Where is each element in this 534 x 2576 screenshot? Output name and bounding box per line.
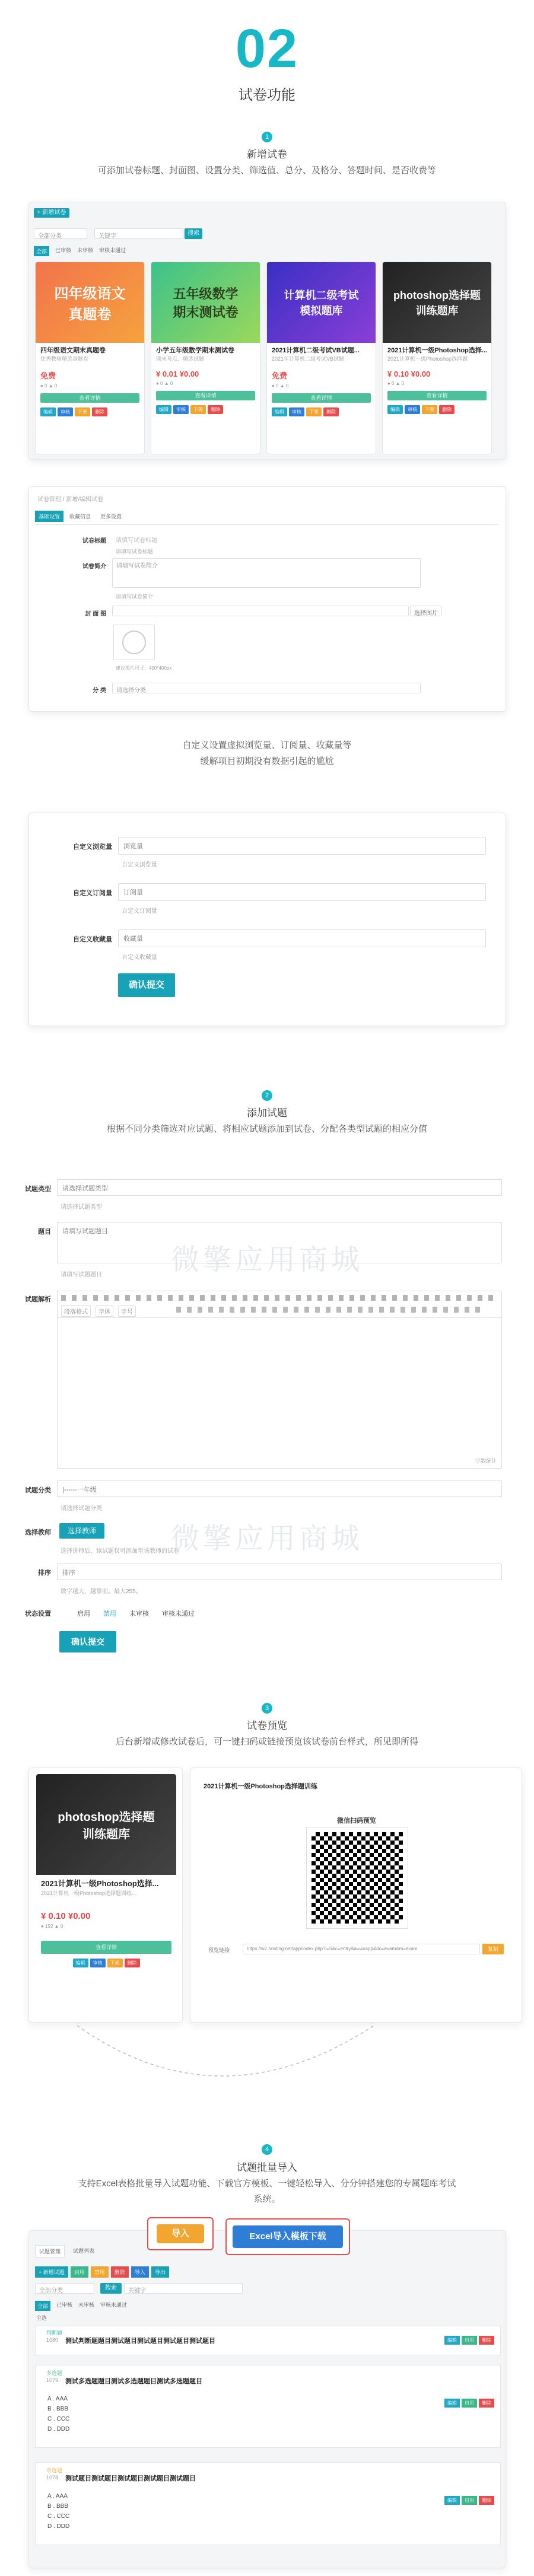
title-label: 试卷标题	[82, 538, 106, 545]
subs-hint: 自定义订阅量	[122, 908, 157, 915]
edit-button[interactable]: 编辑	[73, 1959, 88, 1967]
card-detail-button[interactable]: 查看详情	[272, 393, 371, 403]
form-tabs	[35, 511, 498, 525]
preview-card-panel	[28, 1768, 183, 2023]
question-options	[47, 2491, 69, 2532]
status-radios	[77, 1609, 195, 1618]
import-button[interactable]: 导入	[157, 2224, 204, 2243]
edit-button[interactable]: 编辑	[444, 2399, 460, 2408]
question-id: 1079	[46, 2377, 59, 2383]
cover-hint: 建议图片尺寸：400*400px	[116, 666, 172, 671]
section-title: 试卷功能	[239, 87, 295, 103]
question-title: 测试题目测试题目测试题目测试题目测试题目	[65, 2475, 196, 2482]
views-input[interactable]: 浏览量	[118, 837, 486, 855]
card-price: ¥ 0.01 ¥0.00	[156, 370, 199, 378]
question-type: 多选题	[46, 2370, 63, 2376]
tab-more[interactable]: 更多设置	[100, 514, 122, 520]
delete-button[interactable]: 删除	[92, 407, 107, 416]
rich-text-editor[interactable]	[57, 1291, 502, 1469]
paper-card[interactable]	[36, 1774, 176, 2017]
step-badge: 1	[262, 132, 272, 142]
card-cover: 五年级数学 期末测试卷	[151, 262, 260, 343]
card-stats: ● 0 ▲ 0	[272, 383, 289, 389]
tab-rejected[interactable]: 审核未通过	[99, 247, 126, 253]
category-label: 分 类	[93, 687, 106, 694]
card-price: 免费	[272, 371, 288, 380]
top-tabs	[35, 2245, 98, 2257]
preview-title: 2021计算机一级Photoshop选择题训练	[204, 1783, 317, 1790]
card-title: 四年级语文期末真题卷	[40, 347, 106, 354]
subs-input[interactable]: 订阅量	[118, 883, 486, 901]
teacher-hint: 选择讲师后，该试题仅可添加至该教师的试卷	[61, 1548, 179, 1555]
image-placeholder-icon	[122, 631, 146, 654]
step-title: 试卷预览	[247, 1720, 287, 1731]
section-number: 02	[235, 18, 299, 79]
review-button[interactable]: 审核	[173, 405, 189, 414]
unlist-button[interactable]: 下架	[107, 1959, 123, 1967]
intro-label: 试卷简介	[82, 563, 106, 570]
editor-toolbar-icons[interactable]	[61, 1295, 494, 1301]
option: C . CCC	[47, 2416, 70, 2422]
analysis-label: 试题解析	[25, 1296, 51, 1303]
card-title: 小学五年级数学期末测试卷	[156, 347, 234, 354]
card-stats: ● 0 ▲ 0	[156, 381, 173, 386]
review-button[interactable]: 审核	[90, 1959, 106, 1967]
search-input[interactable]: 关键字	[94, 228, 183, 239]
tab-favorites[interactable]: 收藏信息	[69, 514, 91, 520]
status-label: 状态设置	[25, 1610, 51, 1617]
card-cover: 四年级语文 真题卷	[36, 262, 144, 343]
qr-label: 微信扫码预览	[337, 1817, 376, 1824]
tab-question-manage[interactable]: 试题管理	[35, 2245, 65, 2257]
sort-input[interactable]: 排序	[57, 1564, 502, 1580]
step-badge: 2	[262, 1090, 272, 1101]
card-subtitle: 2021计算机一级Photoshop选择题	[387, 356, 468, 362]
option: C . CCC	[47, 2513, 70, 2520]
status-disable[interactable]: 禁用	[103, 1610, 116, 1617]
watermark: 微擎应用商城	[170, 1523, 363, 1555]
question-row[interactable]	[35, 2462, 501, 2545]
qcat-select[interactable]: |------一年级	[57, 1480, 502, 1497]
edit-button[interactable]: 编辑	[40, 407, 56, 416]
views-label: 自定义浏览量	[73, 843, 112, 851]
question-id: 1080	[46, 2337, 59, 2343]
search-button[interactable]: 搜索	[185, 228, 202, 239]
tab-basic[interactable]: 基础设置	[35, 511, 63, 522]
intro-hint: 请填写试卷简介	[116, 594, 154, 600]
custom-counters-panel	[28, 813, 506, 1026]
paper-card[interactable]	[35, 262, 145, 454]
card-cover: photoshop选择题 训练题库	[383, 262, 491, 343]
select-image-button[interactable]: 选择图片	[410, 606, 442, 616]
tab-all[interactable]: 全部	[34, 246, 49, 256]
card-stats: ● 0 ▲ 0	[387, 381, 405, 386]
copy-link-button[interactable]: 复制	[482, 1944, 504, 1954]
question-title: 测试多选题题目测试多选题题目测试多选题题目	[65, 2378, 202, 2385]
delete-button[interactable]: 删除	[479, 2399, 494, 2408]
paragraph-select[interactable]: 段落格式	[61, 1305, 91, 1317]
sort-label: 排序	[38, 1569, 51, 1577]
import-small-button[interactable]: 导入	[131, 2266, 149, 2278]
delete-button[interactable]: 删除	[323, 407, 339, 416]
question-row[interactable]	[35, 2326, 501, 2355]
enable-button[interactable]: 启用	[71, 2266, 88, 2278]
card-subtitle: 2021计算机一级Photoshop选择题训练...	[41, 1890, 136, 1896]
search-input[interactable]: 关键字	[124, 2283, 243, 2294]
intro-textarea[interactable]: 请填写试卷简介	[112, 558, 421, 588]
question-type: 判断题	[46, 2330, 63, 2336]
edit-button[interactable]: 编辑	[387, 405, 403, 414]
review-button[interactable]: 审核	[405, 405, 420, 414]
tab-approved[interactable]: 已审核	[55, 247, 72, 253]
paper-card[interactable]	[382, 262, 492, 454]
category-filter[interactable]: 全部分类	[35, 2283, 94, 2294]
qtitle-hint: 请填写试题题目	[61, 1272, 102, 1278]
qtype-hint: 请选择试题类型	[61, 1204, 102, 1211]
title-input[interactable]: 请填写试卷标题	[112, 533, 421, 544]
disable-button[interactable]: 禁用	[91, 2266, 109, 2278]
card-subtitle: 期末考点、精选试题	[156, 356, 205, 362]
custom-desc-1: 自定义设置虚拟浏览量、订阅量、收藏量等	[182, 740, 352, 750]
card-detail-button[interactable]: 查看详情	[40, 393, 139, 403]
teacher-label: 选择教师	[25, 1529, 51, 1536]
question-type: 单选题	[46, 2467, 63, 2473]
status-tabs	[35, 2301, 127, 2311]
status-enable[interactable]: 启用	[77, 1610, 90, 1617]
cover-thumbnail	[113, 625, 155, 660]
qcat-label: 试题分类	[25, 1487, 51, 1494]
option: A . AAA	[47, 2396, 68, 2402]
step-badge: 3	[262, 1703, 272, 1714]
tab-pending[interactable]: 未审核	[78, 2302, 95, 2308]
tab-rejected[interactable]: 审核未通过	[100, 2302, 128, 2308]
paper-card[interactable]	[266, 262, 376, 454]
delete-button[interactable]: 删除	[208, 405, 223, 414]
cover-label: 封 面 图	[85, 611, 106, 617]
card-price: ¥ 0.10 ¥0.00	[41, 1911, 91, 1921]
option: A . AAA	[47, 2493, 68, 2499]
qr-code	[307, 1827, 408, 1928]
edit-button[interactable]: 编辑	[444, 2336, 460, 2345]
paper-list-panel	[28, 202, 506, 460]
question-list-panel	[28, 2230, 506, 2568]
card-cover: 计算机二级考试 模拟题库	[267, 262, 376, 343]
option: D . DDD	[47, 2426, 70, 2432]
preview-link-input[interactable]: https://w7.hosting.net/app/index.php?i=5&c=entry&a=wxapp&do=exam&m=exam	[243, 1944, 480, 1954]
toolbar	[35, 2266, 169, 2278]
sort-hint: 数字越大，越靠前。最大255。	[61, 1588, 142, 1595]
paper-form-panel	[28, 486, 506, 712]
status-pending[interactable]: 未审核	[129, 1610, 149, 1617]
card-subtitle: 优秀教师精选真题卷	[40, 356, 89, 362]
favs-input[interactable]: 收藏量	[118, 929, 486, 947]
select-all-checkbox[interactable]: 全选	[36, 2315, 47, 2321]
editor-format-icons[interactable]	[176, 1307, 485, 1313]
delete-button[interactable]: 删除	[479, 2496, 494, 2505]
qtype-label: 试题类型	[25, 1186, 51, 1193]
option: B . BBB	[47, 2503, 69, 2510]
question-title: 测试判断题题目测试题目测试题目测试题目测试题目	[65, 2338, 215, 2345]
tab-all[interactable]: 全部	[35, 2301, 50, 2311]
connector-curve	[65, 2020, 386, 2085]
editor-toolbar	[61, 1305, 136, 1317]
custom-desc-2: 缓解项目初期没有数据引起的尴尬	[200, 756, 334, 766]
card-price: ¥ 0.10 ¥0.00	[387, 370, 431, 378]
card-stats: ● 192 ▲ 0	[41, 1924, 63, 1929]
card-cover: photoshop选择题 训练题库	[36, 1774, 176, 1875]
new-paper-button[interactable]: + 新增试卷	[34, 208, 69, 218]
paper-card[interactable]	[151, 262, 260, 454]
select-teacher-button[interactable]: 选择教师	[59, 1523, 104, 1539]
question-row[interactable]	[35, 2365, 501, 2448]
card-stats: ● 0 ▲ 0	[40, 383, 58, 389]
qtitle-textarea[interactable]: 请填写试题题目	[57, 1222, 502, 1263]
tab-approved[interactable]: 已审核	[56, 2302, 73, 2308]
category-select[interactable]: 请选择分类	[112, 683, 421, 693]
confirm-submit-button[interactable]: 确认提交	[118, 973, 175, 997]
unlist-button[interactable]: 下架	[75, 407, 90, 416]
step-desc-2: 系统。	[253, 2194, 281, 2204]
category-select[interactable]: 全部分类	[34, 228, 87, 239]
qtitle-label: 题目	[38, 1228, 51, 1236]
card-detail-button[interactable]: 查看详情	[387, 391, 487, 400]
edit-button[interactable]: 编辑	[272, 407, 287, 416]
option: B . BBB	[47, 2406, 69, 2412]
qtype-select[interactable]: 请选择试题类型	[57, 1179, 502, 1196]
step-title: 试题批量导入	[237, 2162, 297, 2173]
card-title: 2021计算机一级Photoshop选择...	[41, 1879, 159, 1888]
unlist-button[interactable]: 下架	[306, 407, 322, 416]
status-rejected[interactable]: 审核未通过	[162, 1610, 195, 1617]
delete-button[interactable]: 删除	[111, 2266, 129, 2278]
preview-modal	[190, 1768, 522, 2023]
char-count: 字数统计	[475, 1458, 497, 1464]
download-template-button[interactable]: Excel导入模板下载	[233, 2225, 343, 2248]
question-options	[47, 2394, 69, 2434]
card-detail-button[interactable]: 查看详情	[156, 391, 255, 400]
add-question-button[interactable]: + 新增试题	[35, 2266, 68, 2278]
cover-path-input[interactable]	[112, 606, 409, 616]
export-button[interactable]: 导出	[151, 2266, 169, 2278]
step-desc: 根据不同分类筛选对应试题、将相应试题添加到试卷、分配各类型试题的相应分值	[106, 1124, 427, 1134]
link-label: 预览链接	[208, 1947, 230, 1953]
delete-button[interactable]: 删除	[439, 405, 454, 414]
favs-label: 自定义收藏量	[73, 936, 112, 943]
review-button[interactable]: 审核	[58, 407, 73, 416]
option: D . DDD	[47, 2523, 70, 2530]
step-desc-1: 支持Excel表格批量导入试题功能、下载官方模板、一键轻松导入、分分钟搭建您的专属题库考试	[78, 2179, 456, 2189]
tab-pending[interactable]: 未审核	[77, 247, 94, 253]
size-select[interactable]: 字号	[118, 1305, 136, 1317]
qcat-hint: 请选择试题分类	[61, 1505, 102, 1512]
views-hint: 自定义浏览量	[122, 862, 157, 868]
card-subtitle: 2021年计算机二级考试VB试题	[272, 356, 345, 362]
favs-hint: 自定义收藏量	[122, 954, 157, 961]
subs-label: 自定义订阅量	[73, 890, 112, 897]
step-desc: 可添加试卷标题、封面图、设置分类、筛选值、总分、及格分、答题时间、是否收费等	[97, 165, 436, 176]
unlist-button[interactable]: 下架	[422, 405, 437, 414]
enable-button[interactable]: 启用	[462, 2399, 477, 2408]
step-desc: 后台新增或修改试卷后，可一键扫码或链接预览该试卷前台样式，所见即所得	[115, 1737, 418, 1747]
step-title: 添加试题	[247, 1107, 287, 1119]
status-tabs	[34, 246, 126, 256]
import-highlight	[147, 2217, 214, 2250]
step-title: 新增试卷	[247, 149, 287, 160]
delete-button[interactable]: 删除	[479, 2336, 494, 2345]
card-detail-button[interactable]: 查看详情	[41, 1941, 171, 1954]
font-select[interactable]: 字体	[96, 1305, 113, 1317]
review-button[interactable]: 审核	[289, 407, 304, 416]
card-price: 免费	[40, 371, 56, 380]
card-title: 2021计算机二级考试VB试题...	[272, 347, 360, 354]
enable-button[interactable]: 启用	[462, 2496, 477, 2505]
edit-button[interactable]: 编辑	[156, 405, 171, 414]
watermark: 微擎应用商城	[170, 1244, 363, 1276]
question-submit-button[interactable]: 确认提交	[59, 1631, 116, 1652]
edit-button[interactable]: 编辑	[444, 2496, 460, 2505]
enable-button[interactable]: 启用	[462, 2336, 477, 2345]
delete-button[interactable]: 删除	[125, 1959, 140, 1967]
title-hint: 请填写试卷标题	[116, 549, 154, 555]
tab-question-list[interactable]: 试题列表	[73, 2248, 95, 2254]
breadcrumb: 试卷管理 / 新增/编辑试卷	[37, 496, 104, 503]
card-title: 2021计算机一级Photoshop选择...	[387, 347, 488, 354]
question-id: 1078	[46, 2475, 59, 2481]
download-highlight	[225, 2218, 350, 2255]
search-button[interactable]: 搜索	[100, 2283, 122, 2294]
unlist-button[interactable]: 下架	[190, 405, 206, 414]
step-badge: 4	[262, 2144, 272, 2155]
